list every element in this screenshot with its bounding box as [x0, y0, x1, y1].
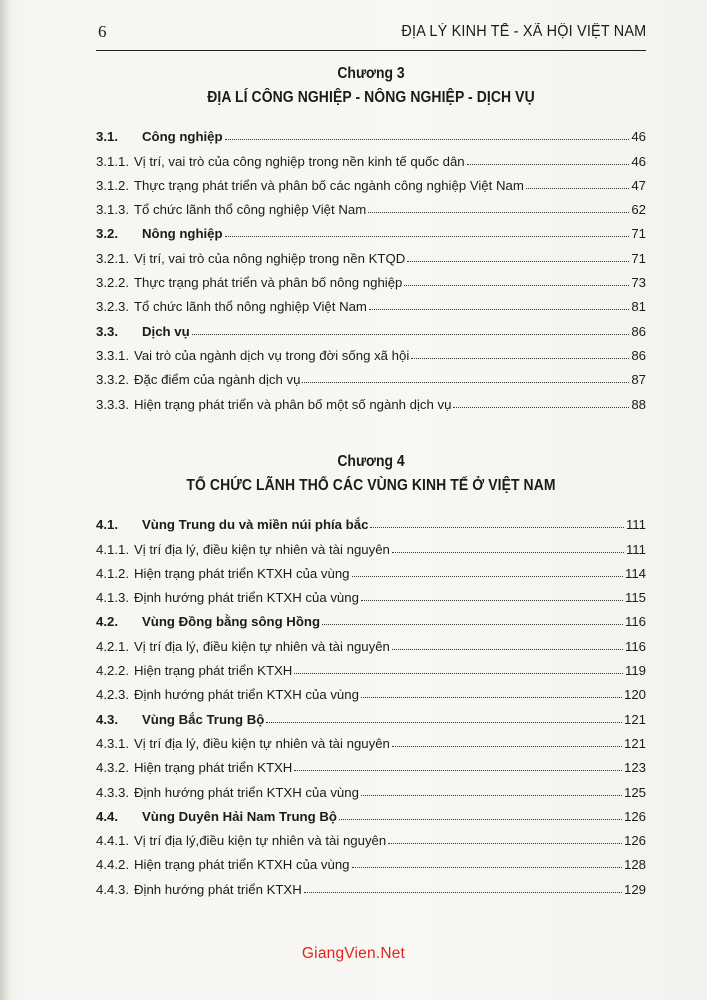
chapter-title: TỔ CHỨC LÃNH THỔ CÁC VÙNG KINH TẾ Ở VIỆT NAM	[186, 477, 556, 494]
toc-subsection-row	[96, 557, 646, 581]
toc-number: 4.1.2.	[96, 565, 129, 581]
toc-number: 4.2.2.	[96, 663, 129, 679]
toc-subsection-row	[96, 629, 646, 653]
dot-leader	[225, 138, 630, 140]
toc-subsection-row	[96, 678, 646, 702]
toc-page-number: 62	[631, 202, 646, 218]
toc-subsection-row	[96, 169, 646, 193]
toc-number: 4.4.	[96, 808, 118, 824]
toc-section-row	[96, 217, 646, 241]
toc-page-number: 120	[623, 687, 646, 703]
toc-title: Hiện trạng phát triển KTXH	[134, 663, 293, 679]
toc-title: Nông nghiệp	[142, 226, 223, 242]
toc-number: 3.3.3.	[96, 396, 129, 412]
toc-number: 4.2.3.	[96, 687, 129, 703]
toc-number: 3.3.2.	[96, 372, 129, 388]
dot-leader	[453, 406, 629, 408]
chapter-title: ĐỊA LÍ CÔNG NGHIỆP - NÔNG NGHIỆP - DỊCH VỤ	[207, 89, 535, 106]
toc-page-number: 87	[631, 372, 646, 388]
toc-page-number: 86	[631, 323, 646, 339]
toc-title: Tổ chức lãnh thổ công nghiệp Việt Nam	[134, 202, 367, 218]
dot-leader	[392, 745, 622, 747]
chapter-3-section	[96, 62, 646, 412]
toc-page-number: 121	[623, 735, 646, 751]
toc-page-number: 111	[625, 541, 646, 557]
toc-subsection-row	[96, 363, 646, 387]
dot-leader	[266, 721, 622, 723]
toc-title: Dịch vụ	[142, 323, 190, 339]
toc-number: 4.4.1.	[96, 833, 129, 849]
dot-leader	[304, 891, 622, 893]
toc-page-number: 126	[623, 833, 646, 849]
toc-section-row	[96, 702, 646, 726]
toc-subsection-row	[96, 654, 646, 678]
toc-title: Vị trí địa lý,điều kiện tự nhiên và tài nguyên	[134, 833, 387, 849]
toc-number: 3.1.2.	[96, 177, 129, 193]
toc-title: Vị trí, vai trò của công nghiệp trong nền kinh tế quốc dân	[134, 153, 465, 169]
toc-page-number: 88	[631, 396, 646, 412]
toc-list	[96, 508, 646, 897]
book-title: ĐỊA LÝ KINH TẾ - XÃ HỘI VIỆT NAM	[401, 23, 646, 40]
toc-number: 3.3.	[96, 323, 118, 339]
toc-title: Vùng Đồng bằng sông Hồng	[142, 614, 320, 630]
toc-page-number: 114	[624, 565, 646, 581]
dot-leader	[302, 381, 629, 383]
toc-page-number: 86	[631, 347, 646, 363]
spine-shadow	[0, 0, 10, 1000]
dot-leader	[192, 333, 630, 335]
toc-section-row	[96, 314, 646, 338]
dot-leader	[404, 284, 629, 286]
toc-page-number: 116	[624, 614, 646, 630]
toc-number: 4.1.1.	[96, 541, 129, 557]
toc-subsection-row	[96, 581, 646, 605]
toc-number: 4.3.2.	[96, 760, 129, 776]
toc-title: Công nghiệp	[142, 129, 223, 145]
toc-title: Hiện trạng phát triển KTXH của vùng	[134, 857, 350, 873]
dot-leader	[294, 672, 623, 674]
toc-page-number: 46	[631, 129, 646, 145]
chapter-4-section	[96, 450, 646, 897]
dot-leader	[352, 575, 623, 577]
toc-number: 3.2.3.	[96, 299, 129, 315]
toc-page-number: 115	[624, 590, 646, 606]
toc-title: Định hướng phát triển KTXH của vùng	[134, 784, 359, 800]
dot-leader	[361, 599, 623, 601]
toc-page-number: 126	[623, 808, 646, 824]
dot-leader	[411, 357, 629, 359]
toc-section-row	[96, 120, 646, 144]
toc-title: Thực trạng phát triển và phân bố các ngành công nghiệp Việt Nam	[134, 177, 524, 193]
toc-number: 3.1.1.	[96, 153, 129, 169]
toc-number: 4.3.	[96, 711, 118, 727]
page-number: 6	[98, 22, 107, 41]
dot-leader	[467, 163, 630, 165]
toc-number: 3.1.	[96, 129, 118, 145]
dot-leader	[392, 551, 624, 553]
toc-title: Vùng Bắc Trung Bộ	[142, 711, 265, 727]
toc-title: Vị trí địa lý, điều kiện tự nhiên và tài nguyên	[134, 638, 390, 654]
chapter-label: Chương 4	[337, 453, 405, 470]
toc-title: Vùng Trung du và miền núi phía bắc	[142, 517, 369, 533]
toc-title: Vị trí địa lý, điều kiện tự nhiên và tài nguyên	[134, 541, 390, 557]
chapter-heading	[96, 450, 646, 498]
toc-page-number: 116	[624, 638, 646, 654]
toc-number: 3.1.3.	[96, 202, 129, 218]
toc-number: 4.4.3.	[96, 881, 129, 897]
toc-list	[96, 120, 646, 412]
toc-title: Thực trạng phát triển và phân bố nông nghiệp	[134, 275, 403, 291]
toc-subsection-row	[96, 532, 646, 556]
dot-leader	[361, 794, 622, 796]
toc-subsection-row	[96, 144, 646, 168]
toc-number: 3.2.1.	[96, 250, 129, 266]
dot-leader	[370, 526, 624, 528]
toc-section-row	[96, 605, 646, 629]
toc-title: Hiện trạng phát triển KTXH	[134, 760, 293, 776]
toc-subsection-row	[96, 775, 646, 799]
toc-number: 3.2.	[96, 226, 118, 242]
toc-page-number: 125	[623, 784, 646, 800]
toc-title: Định hướng phát triển KTXH	[134, 881, 302, 897]
dot-leader	[352, 866, 622, 868]
dot-leader	[361, 696, 622, 698]
toc-number: 4.3.1.	[96, 735, 129, 751]
toc-title: Định hướng phát triển KTXH của vùng	[134, 687, 359, 703]
toc-subsection-row	[96, 339, 646, 363]
toc-title: Định hướng phát triển KTXH của vùng	[134, 590, 359, 606]
toc-subsection-row	[96, 848, 646, 872]
toc-page-number: 128	[623, 857, 646, 873]
running-header	[96, 22, 646, 51]
dot-leader	[339, 818, 622, 820]
toc-number: 4.3.3.	[96, 784, 129, 800]
toc-number: 3.3.1.	[96, 347, 129, 363]
dot-leader	[392, 648, 623, 650]
toc-number: 4.1.3.	[96, 590, 129, 606]
toc-subsection-row	[96, 241, 646, 265]
toc-title: Vai trò của ngành dịch vụ trong đời sống xã hội	[134, 347, 410, 363]
toc-title: Vùng Duyên Hải Nam Trung Bộ	[142, 808, 337, 824]
dot-leader	[225, 235, 630, 237]
toc-subsection-row	[96, 824, 646, 848]
dot-leader	[368, 211, 629, 213]
toc-title: Tổ chức lãnh thổ nông nghiệp Việt Nam	[134, 299, 367, 315]
toc-section-row	[96, 800, 646, 824]
dot-leader	[407, 260, 629, 262]
toc-page-number: 111	[625, 517, 646, 533]
dot-leader	[322, 623, 623, 625]
toc-number: 4.2.	[96, 614, 118, 630]
toc-page-number: 46	[631, 153, 646, 169]
toc-subsection-row	[96, 290, 646, 314]
toc-number: 4.4.2.	[96, 857, 129, 873]
dot-leader	[294, 769, 622, 771]
toc-number: 4.1.	[96, 517, 118, 533]
toc-title: Vị trí địa lý, điều kiện tự nhiên và tài nguyên	[134, 735, 390, 751]
toc-subsection-row	[96, 751, 646, 775]
toc-number: 4.2.1.	[96, 638, 129, 654]
toc-title: Hiện trạng phát triển KTXH của vùng	[134, 565, 350, 581]
toc-page-number: 123	[623, 760, 646, 776]
toc-title: Hiện trạng phát triển và phân bố một số ngành dịch vụ	[134, 396, 452, 412]
toc-subsection-row	[96, 266, 646, 290]
toc-title: Vị trí, vai trò của nông nghiệp trong nền KTQD	[134, 250, 406, 266]
dot-leader	[526, 187, 630, 189]
source-watermark: GiangVien.Net	[301, 945, 406, 962]
toc-page-number: 119	[624, 663, 646, 679]
toc-page-number: 129	[623, 881, 646, 897]
toc-section-row	[96, 508, 646, 532]
dot-leader	[369, 308, 629, 310]
toc-subsection-row	[96, 727, 646, 751]
toc-page-number: 73	[631, 275, 646, 291]
chapter-label: Chương 3	[337, 65, 405, 82]
toc-subsection-row	[96, 387, 646, 411]
toc-subsection-row	[96, 193, 646, 217]
toc-subsection-row	[96, 872, 646, 896]
toc-page-number: 71	[631, 226, 646, 242]
toc-page-number: 121	[623, 711, 646, 727]
dot-leader	[388, 842, 622, 844]
toc-title: Đặc điểm của ngành dịch vụ	[134, 372, 301, 388]
toc-number: 3.2.2.	[96, 275, 129, 291]
toc-page-number: 47	[631, 177, 646, 193]
toc-page-number: 81	[631, 299, 646, 315]
toc-page-number: 71	[631, 250, 646, 266]
chapter-heading	[96, 62, 646, 110]
